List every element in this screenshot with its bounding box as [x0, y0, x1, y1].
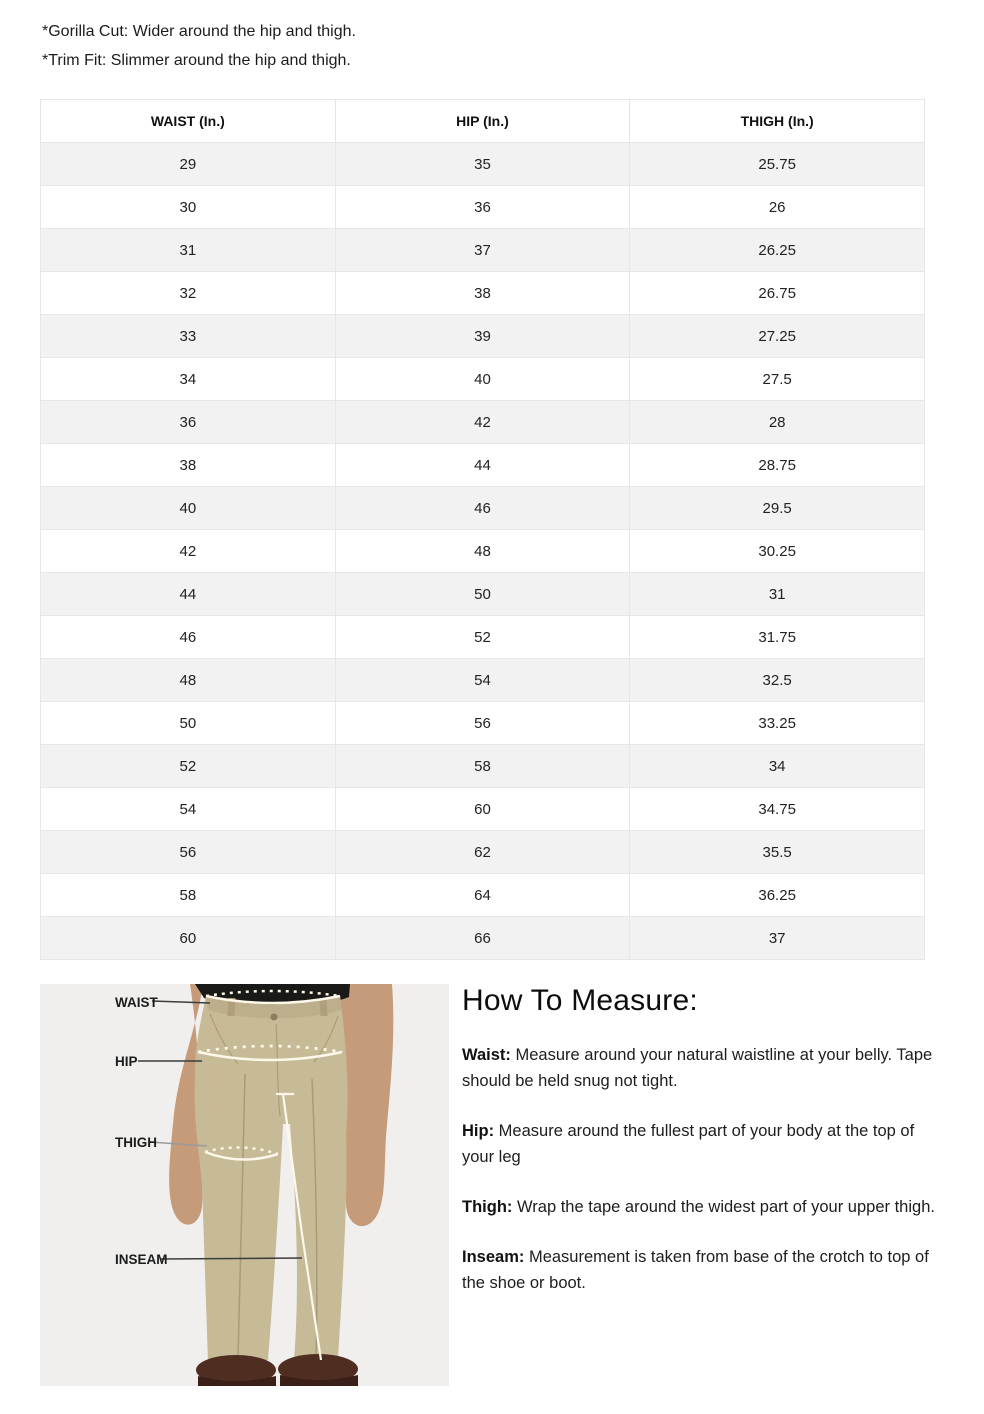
table-row	[41, 186, 925, 229]
measure-item-hip-label: Hip:	[462, 1122, 495, 1140]
table-row	[41, 831, 925, 874]
table-cell: 28.75	[630, 444, 925, 487]
inseam-diagram-label: INSEAM	[115, 1252, 168, 1267]
table-cell: 64	[335, 874, 630, 917]
table-cell: 27.5	[630, 358, 925, 401]
size-table-container	[40, 99, 925, 960]
table-cell: 46	[41, 616, 336, 659]
table-cell: 26.75	[630, 272, 925, 315]
how-to-measure-section	[40, 984, 945, 1386]
table-row	[41, 444, 925, 487]
table-cell: 36.25	[630, 874, 925, 917]
measure-item-hip	[462, 1118, 940, 1170]
table-cell: 30	[41, 186, 336, 229]
table-row	[41, 315, 925, 358]
table-cell: 33.25	[630, 702, 925, 745]
table-cell: 44	[41, 573, 336, 616]
table-cell: 35.5	[630, 831, 925, 874]
table-cell: 33	[41, 315, 336, 358]
table-cell: 48	[41, 659, 336, 702]
table-cell: 35	[335, 143, 630, 186]
measure-guide-list	[462, 1042, 940, 1296]
measure-item-hip-text: Measure around the fullest part of your body at the top of your leg	[462, 1122, 915, 1166]
table-cell: 60	[41, 917, 336, 960]
table-cell: 48	[335, 530, 630, 573]
table-cell: 38	[335, 272, 630, 315]
measure-item-thigh-label: Thigh:	[462, 1198, 513, 1216]
table-cell: 31.75	[630, 616, 925, 659]
table-cell: 34	[41, 358, 336, 401]
pants	[195, 996, 348, 1362]
table-cell: 50	[335, 573, 630, 616]
table-cell: 50	[41, 702, 336, 745]
thigh-diagram-label: THIGH	[115, 1135, 157, 1150]
table-cell: 36	[41, 401, 336, 444]
table-cell: 52	[41, 745, 336, 788]
table-cell: 34	[630, 745, 925, 788]
measure-item-thigh-text: Wrap the tape around the widest part of your upper thigh.	[517, 1198, 935, 1216]
table-cell: 32	[41, 272, 336, 315]
measure-item-inseam-label: Inseam:	[462, 1248, 525, 1266]
table-cell: 66	[335, 917, 630, 960]
table-cell: 26	[630, 186, 925, 229]
table-row	[41, 358, 925, 401]
table-cell: 42	[335, 401, 630, 444]
size-table-body	[41, 143, 925, 960]
table-cell: 29	[41, 143, 336, 186]
measure-item-waist-label: Waist:	[462, 1046, 511, 1064]
waist-diagram-label: WAIST	[115, 995, 158, 1010]
measure-item-inseam	[462, 1244, 940, 1296]
measure-item-inseam-text: Measurement is taken from base of the crotch to top of the shoe or boot.	[462, 1248, 929, 1292]
table-cell: 58	[335, 745, 630, 788]
table-row	[41, 530, 925, 573]
table-row	[41, 745, 925, 788]
table-cell: 58	[41, 874, 336, 917]
table-cell: 54	[335, 659, 630, 702]
hip-diagram-label: HIP	[115, 1054, 138, 1069]
table-header-row	[41, 100, 925, 143]
measure-item-thigh	[462, 1194, 940, 1220]
inseam-label-line	[160, 1258, 302, 1259]
fit-footnotes	[42, 17, 356, 75]
footnote-trim-fit: *Trim Fit: Slimmer around the hip and thigh.	[42, 52, 351, 69]
table-cell: 54	[41, 788, 336, 831]
footnote-gorilla-cut: *Gorilla Cut: Wider around the hip and thigh.	[42, 23, 356, 40]
measure-instructions	[462, 984, 940, 1386]
column-header-waist: WAIST (In.)	[41, 100, 336, 143]
table-row	[41, 616, 925, 659]
table-cell: 52	[335, 616, 630, 659]
table-cell: 44	[335, 444, 630, 487]
table-cell: 28	[630, 401, 925, 444]
table-cell: 46	[335, 487, 630, 530]
pants-button	[271, 1014, 278, 1021]
table-cell: 30.25	[630, 530, 925, 573]
pants-measurement-illustration	[40, 984, 449, 1386]
size-table	[40, 99, 925, 960]
table-cell: 37	[630, 917, 925, 960]
table-row	[41, 917, 925, 960]
table-cell: 36	[335, 186, 630, 229]
table-cell: 56	[41, 831, 336, 874]
column-header-thigh: THIGH (In.)	[630, 100, 925, 143]
table-row	[41, 702, 925, 745]
table-cell: 42	[41, 530, 336, 573]
table-cell: 31	[41, 229, 336, 272]
table-row	[41, 573, 925, 616]
table-row	[41, 401, 925, 444]
table-row	[41, 272, 925, 315]
table-cell: 25.75	[630, 143, 925, 186]
measurement-diagram	[40, 984, 449, 1386]
table-cell: 40	[41, 487, 336, 530]
measure-item-waist	[462, 1042, 940, 1094]
how-to-measure-title: How To Measure:	[462, 984, 698, 1017]
table-cell: 40	[335, 358, 630, 401]
measure-item-waist-text: Measure around your natural waistline at your belly. Tape should be held snug not tight.	[462, 1046, 933, 1090]
column-header-hip: HIP (In.)	[335, 100, 630, 143]
table-cell: 31	[630, 573, 925, 616]
table-cell: 39	[335, 315, 630, 358]
table-row	[41, 659, 925, 702]
table-cell: 27.25	[630, 315, 925, 358]
table-cell: 60	[335, 788, 630, 831]
table-cell: 62	[335, 831, 630, 874]
table-row	[41, 143, 925, 186]
table-row	[41, 229, 925, 272]
table-cell: 38	[41, 444, 336, 487]
table-row	[41, 788, 925, 831]
table-cell: 37	[335, 229, 630, 272]
table-cell: 26.25	[630, 229, 925, 272]
table-row	[41, 487, 925, 530]
table-cell: 32.5	[630, 659, 925, 702]
table-cell: 34.75	[630, 788, 925, 831]
table-cell: 29.5	[630, 487, 925, 530]
table-cell: 56	[335, 702, 630, 745]
table-row	[41, 874, 925, 917]
